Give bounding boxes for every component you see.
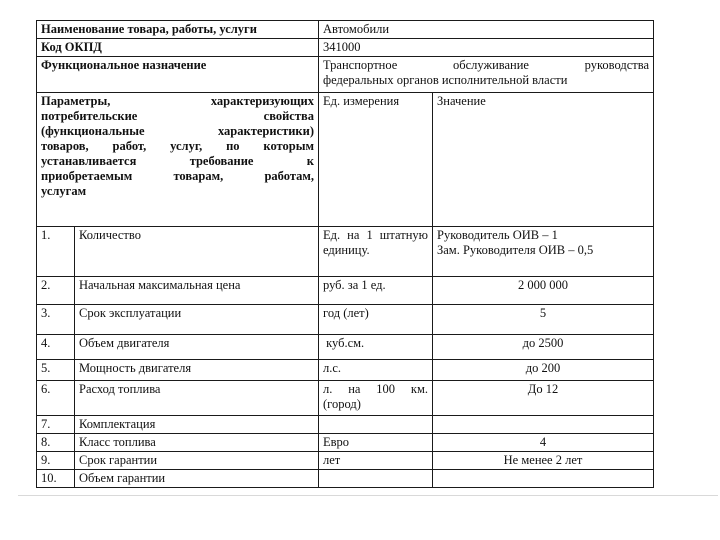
row-value-line1: Руководитель ОИВ – 1 xyxy=(437,228,558,242)
row-parameter-name: Срок гарантии xyxy=(75,452,319,470)
row-number: 3. xyxy=(37,305,75,335)
row-value: 4 xyxy=(433,434,654,452)
row-number: 10. xyxy=(37,470,75,488)
okpd-label: Код ОКПД xyxy=(37,39,319,57)
table-row xyxy=(37,470,654,488)
row-unit: лет xyxy=(319,452,433,470)
row-unit: л.с. xyxy=(319,360,433,381)
product-name-value: Автомобили xyxy=(319,21,654,39)
row-number: 4. xyxy=(37,335,75,360)
row-parameter-name: Объем гарантии xyxy=(75,470,319,488)
row-parameter-name: Комплектация xyxy=(75,416,319,434)
table-row xyxy=(37,227,654,277)
params-label-line: устанавливается требование к xyxy=(41,154,314,168)
row-number: 6. xyxy=(37,381,75,416)
row-value: Не менее 2 лет xyxy=(433,452,654,470)
row-unit: год (лет) xyxy=(319,305,433,335)
row-value xyxy=(433,227,654,277)
table-row xyxy=(37,335,654,360)
row-unit: руб. за 1 ед. xyxy=(319,277,433,305)
table-row xyxy=(37,381,654,416)
row-value: до 200 xyxy=(433,360,654,381)
row-value: 5 xyxy=(433,305,654,335)
row-number: 8. xyxy=(37,434,75,452)
row-unit xyxy=(319,416,433,434)
params-label-line: потребительские свойства xyxy=(41,109,314,123)
purpose-label: Функциональное назначение xyxy=(37,57,319,93)
table-row xyxy=(37,434,654,452)
params-label-line: услугам xyxy=(41,184,87,198)
row-product-name xyxy=(37,21,654,39)
row-unit: Ед. на 1 штатную единицу. xyxy=(319,227,433,277)
row-unit: Евро xyxy=(319,434,433,452)
params-label-line: приобретаемым товарам, работам, xyxy=(41,169,314,183)
row-value: до 2500 xyxy=(433,335,654,360)
row-purpose xyxy=(37,57,654,93)
okpd-value: 341000 xyxy=(319,39,654,57)
row-parameter-name: Срок эксплуатации xyxy=(75,305,319,335)
table-row xyxy=(37,277,654,305)
row-unit xyxy=(319,470,433,488)
row-value: До 12 xyxy=(433,381,654,416)
row-value-line2: Зам. Руководителя ОИВ – 0,5 xyxy=(437,243,594,257)
row-okpd xyxy=(37,39,654,57)
row-number: 7. xyxy=(37,416,75,434)
row-parameter-name: Объем двигателя xyxy=(75,335,319,360)
table-row xyxy=(37,416,654,434)
table-row xyxy=(37,360,654,381)
purpose-value-line2: федеральных органов исполнительной власти xyxy=(323,73,568,87)
params-label-line: товаров, работ, услуг, по которым xyxy=(41,139,314,153)
row-parameter-name: Мощность двигателя xyxy=(75,360,319,381)
params-label-line: Параметры, характеризующих xyxy=(41,94,314,108)
row-parameter-name: Количество xyxy=(75,227,319,277)
row-unit: л. на 100 км. (город) xyxy=(319,381,433,416)
row-number: 5. xyxy=(37,360,75,381)
row-parameter-name: Расход топлива xyxy=(75,381,319,416)
row-parameter-name: Начальная максимальная цена xyxy=(75,277,319,305)
params-label xyxy=(37,93,319,227)
row-number: 1. xyxy=(37,227,75,277)
row-parameter-name: Класс топлива xyxy=(75,434,319,452)
params-label-line: (функциональные характеристики) xyxy=(41,124,314,138)
row-value: 2 000 000 xyxy=(433,277,654,305)
product-name-label: Наименование товара, работы, услуги xyxy=(37,21,319,39)
purpose-value-line1: Транспортное обслуживание руководства xyxy=(323,58,650,72)
page-shadow-divider xyxy=(18,495,718,496)
purpose-value xyxy=(319,57,654,93)
table-row xyxy=(37,452,654,470)
row-value xyxy=(433,416,654,434)
value-column-header: Значение xyxy=(433,93,654,227)
row-number: 2. xyxy=(37,277,75,305)
row-params-header xyxy=(37,93,654,227)
row-number: 9. xyxy=(37,452,75,470)
row-unit: куб.см. xyxy=(319,335,433,360)
unit-column-header: Ед. измерения xyxy=(319,93,433,227)
specification-table xyxy=(36,20,654,488)
row-value xyxy=(433,470,654,488)
table-row xyxy=(37,305,654,335)
